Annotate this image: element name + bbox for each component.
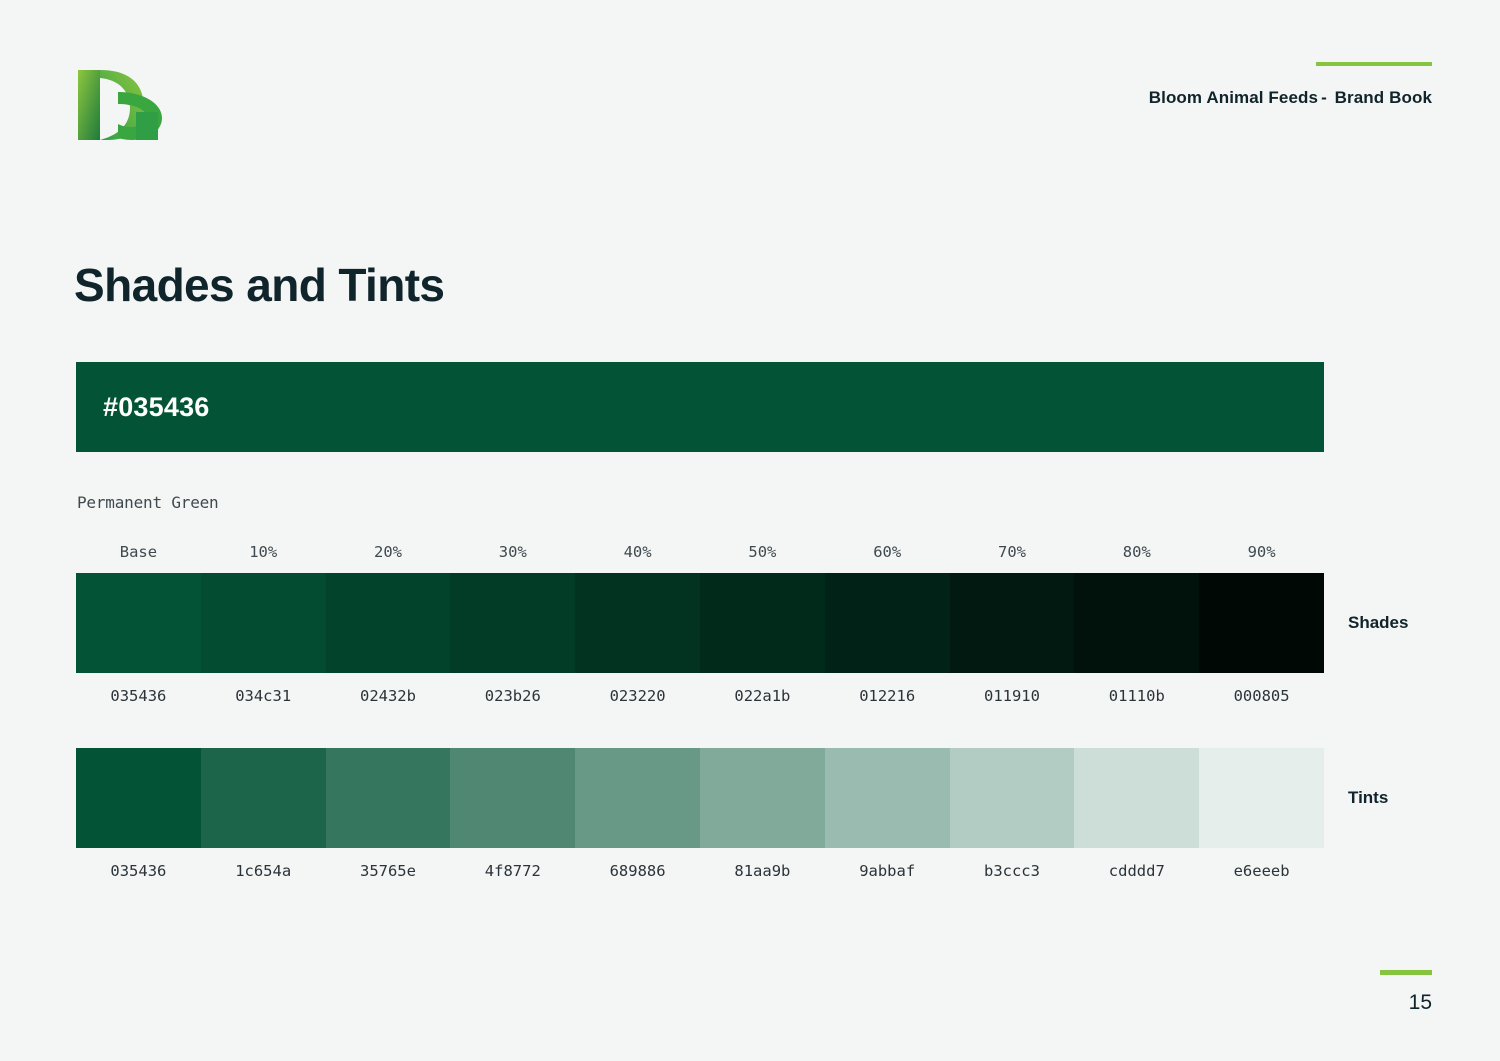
swatch-hex-label: 035436 [110,687,167,705]
scale-label: 80% [1122,543,1151,561]
color-swatch[interactable] [1074,748,1199,848]
color-swatch[interactable] [950,748,1075,848]
color-swatch[interactable] [950,573,1075,673]
base-color-bar [76,362,1324,452]
color-swatch[interactable] [450,573,575,673]
color-swatch[interactable] [575,748,700,848]
color-swatch[interactable] [825,573,950,673]
swatch-hex-label: 02432b [359,687,416,705]
swatch-hex-label: 9abbaf [859,862,916,880]
swatch-hex-label: 01110b [1108,687,1165,705]
page-title: Shades and Tints [74,259,445,311]
swatch-hex-label: 012216 [859,687,916,705]
color-swatch[interactable] [700,748,825,848]
swatch-hex-label: 023b26 [484,687,541,705]
swatch-hex-label: e6eeeb [1233,862,1290,880]
swatch-hex-label: 022a1b [734,687,791,705]
header-accent-rule [1316,62,1432,66]
scale-label: Base [119,543,158,561]
header-block [1149,62,1432,108]
swatch-hex-label: cdddd7 [1108,862,1165,880]
swatch-hex-label: 689886 [609,862,666,880]
shades-hex-row [76,687,1324,705]
color-swatch[interactable] [700,573,825,673]
color-swatch[interactable] [1199,573,1324,673]
scale-label: 70% [997,543,1026,561]
header-title [1149,88,1432,108]
swatch-hex-label: 000805 [1233,687,1290,705]
color-swatch[interactable] [201,748,326,848]
color-swatch[interactable] [1199,748,1324,848]
tints-hex-row [76,862,1324,880]
color-swatch[interactable] [326,748,451,848]
color-swatch[interactable] [76,573,201,673]
shades-swatch-row [76,573,1324,673]
color-swatch[interactable] [1074,573,1199,673]
swatch-hex-label: 034c31 [235,687,292,705]
swatch-hex-label: 1c654a [235,862,292,880]
tints-row-label: Tints [1348,788,1389,807]
swatch-hex-label: b3ccc3 [983,862,1040,880]
header-brand: Bloom Animal Feeds [1148,88,1319,107]
color-swatch[interactable] [450,748,575,848]
color-swatch[interactable] [326,573,451,673]
scale-label: 10% [249,543,278,561]
color-swatch[interactable] [201,573,326,673]
swatch-hex-label: 011910 [983,687,1040,705]
swatch-hex-label: 35765e [359,862,416,880]
page-number: 15 [1408,991,1432,1014]
header-doc: Brand Book [1334,88,1432,107]
swatch-hex-label: 4f8772 [484,862,541,880]
brand-logo [74,64,170,148]
base-hex-label: #035436 [103,391,210,422]
percent-scale-row [76,543,1324,561]
color-swatch[interactable] [825,748,950,848]
swatch-hex-label: 023220 [609,687,666,705]
scale-label: 20% [373,543,402,561]
swatch-hex-label: 035436 [110,862,167,880]
scale-label: 90% [1247,543,1276,561]
tints-swatch-row [76,748,1324,848]
footer-accent-rule [1380,970,1432,975]
color-swatch[interactable] [76,748,201,848]
swatch-hex-label: 81aa9b [734,862,791,880]
scale-label: 30% [498,543,527,561]
color-swatch[interactable] [575,573,700,673]
scale-label: 60% [873,543,902,561]
header-separator: - [1321,88,1327,107]
shades-row-label: Shades [1348,613,1409,632]
scale-label: 50% [748,543,777,561]
color-name: Permanent Green [77,493,219,512]
scale-label: 40% [623,543,652,561]
